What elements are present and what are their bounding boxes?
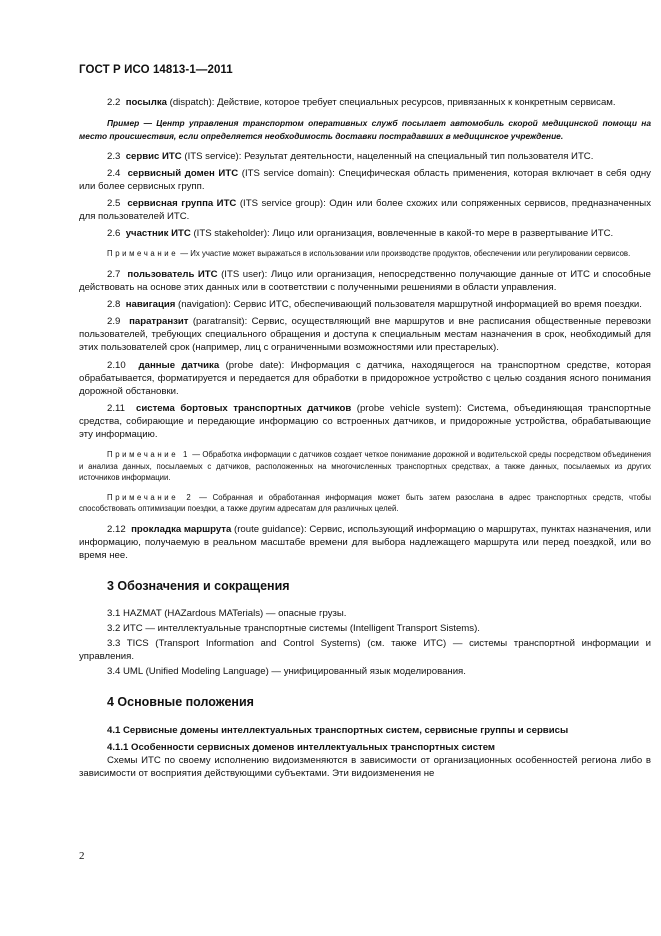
term-number: 2.10 — [107, 359, 126, 371]
term-2-5 — [79, 197, 651, 223]
term-number: 2.2 — [107, 97, 121, 108]
term-name: посылка — [125, 97, 167, 108]
example-note: Пример — Центр управления транспортом оперативных служб посылает автомобиль скорой медицинской помощи на место происшествия, если определяется необходимость доставки пострадавших в медицинское учреждение. — [79, 118, 651, 141]
subsection-4-1-heading: 4.1 Сервисные домены интеллектуальных транспортных систем, сервисные группы и сервисы — [107, 724, 569, 736]
subsection-4-1-1-heading: 4.1.1 Особенности сервисных доменов интеллектуальных транспортных систем — [107, 741, 496, 753]
note-1 — [79, 449, 651, 484]
term-definition: (route guidance): Сервис, использующий информацию о маршрутах, пунктах назначения, или информацию, получаемую в реальном масштабе времени для выбора надлежащего маршрута или перед поездкой, или во время нее. — [79, 523, 651, 561]
term-2-2 — [79, 96, 651, 109]
term-number: 2.5 — [107, 198, 121, 210]
term-name: сервисная группа ИТС — [127, 198, 237, 210]
term-name: сервисный домен ИТС — [127, 168, 239, 179]
term-2-4 — [79, 167, 651, 193]
term-number: 2.4 — [107, 168, 121, 179]
term-2-6 — [79, 227, 651, 240]
abbreviation-item: 3.4 UML (Unified Modeling Language) — унифицированный язык моделирования. — [107, 666, 466, 678]
body-paragraph: Схемы ИТС по своему исполнению видоизменяются в зависимости от организационных особенностей региона либо в зависимости от восприятия действующими субъектами. Эти видоизменения не — [79, 754, 651, 779]
term-2-9 — [79, 315, 651, 354]
term-definition: (ITS service group): Один или более схожих или сопряженных сервисов, предназначенных для пользователей ИТС. — [79, 198, 651, 223]
term-name: сервис ИТС — [125, 150, 182, 162]
abbreviation-item: 3.1 HAZMAT (HAZardous MATerials) — опасные грузы. — [107, 607, 347, 619]
term-definition: (ITS user): Лицо или организация, непосредственно получающие данные от ИТС и способные действовать на основе этих данных или в соответствии с полученными решениями в области управления. — [79, 268, 651, 294]
abbreviation-item: 3.2 ИТС — интеллектуальные транспортные системы (Intelligent Transport Sistems). — [107, 623, 480, 635]
term-number: 2.3 — [107, 150, 121, 162]
document-header: ГОСТ Р ИСО 14813-1—2011 — [79, 64, 233, 76]
note-text: — Обработка информации с датчиков создает четкое понимание дорожной и водительской среды посредством объединения и анализа данных, посылаемых с датчиков, расположенных на многочисленных транспортных средствах, а также данных, посылаемых из других источников информации. — [79, 450, 651, 483]
term-2-10 — [79, 359, 651, 398]
term-name: паратранзит — [129, 316, 189, 328]
note — [79, 248, 651, 260]
note-label: Примечание 1 — [107, 450, 190, 460]
term-2-8 — [79, 298, 651, 311]
term-2-7 — [79, 268, 651, 294]
term-number: 2.12 — [107, 523, 126, 535]
term-name: навигация — [125, 299, 176, 311]
term-definition: (dispatch): Действие, которое требует специальных ресурсов, привязанных к конкретным сервисам. — [166, 97, 616, 108]
term-definition: (ITS stakeholder): Лицо или организация, вовлеченные в какой-то мере в развертывание ИТС. — [190, 228, 614, 240]
term-name: пользователь ИТС — [127, 268, 218, 280]
term-name: участник ИТС — [125, 228, 191, 240]
term-definition: (navigation): Сервис ИТС, обеспечивающий пользователя маршрутной информацией во время поездки. — [175, 299, 642, 311]
section-3-heading: 3 Обозначения и сокращения — [107, 578, 290, 593]
term-definition: (ITS service): Результат деятельности, нацеленный на специальный тип пользователя ИТС. — [181, 150, 594, 162]
abbreviation-item: 3.3 TICS (Transport Information and Control Systems) (см. также ИТС) — системы транспортной информации и управления. — [79, 638, 651, 663]
term-name: прокладка маршрута — [131, 523, 232, 535]
note-label: Примечание 2 — [107, 492, 194, 502]
term-2-11 — [79, 402, 651, 441]
term-2-3 — [79, 150, 651, 163]
term-name: система бортовых транспортных датчиков — [136, 402, 352, 414]
term-number: 2.6 — [107, 228, 121, 240]
term-2-12 — [79, 523, 651, 562]
term-number: 2.7 — [107, 268, 121, 280]
term-number: 2.9 — [107, 316, 121, 328]
term-number: 2.11 — [107, 402, 125, 414]
term-number: 2.8 — [107, 299, 121, 311]
document-body — [79, 96, 651, 780]
note-text: — Собранная и обработанная информация может быть затем разослана в адрес транспортных средств, чтобы способствовать оптимизации поездки, а также другим адресатам для различных целей. — [79, 492, 651, 514]
page-number: 2 — [79, 850, 85, 862]
term-definition: (ITS service domain): Специфическая область применения, которая включает в себя одну или более сервисных групп. — [79, 168, 651, 193]
note-label: Примечание — [107, 249, 179, 259]
section-4-heading: 4 Основные положения — [107, 695, 254, 710]
note-text: — Их участие может выражаться в использовании или производстве продуктов, обеспечении или регулировании сервисов. — [178, 249, 631, 259]
term-definition: (paratransit): Сервис, осуществляющий вне маршрутов и вне расписания общественные перевозки пользователей, требующих специального обращения и доступа к специальным местам назначения в срок, необходимый для этих пользователей срок (например, лиц с ограниченными возможностями или престарелых). — [79, 316, 651, 354]
term-definition: (probe vehicle system): Система, объединяющая транспортные средства, собирающие и передающие информацию со встроенных датчиков, и придорожные устройства, обрабатывающие эту информацию. — [79, 402, 651, 440]
term-definition: (probe date): Информация с датчика, находящегося на транспортном средстве, которая обрабатывается, форматируется и передается для обработки в придорожное устройство с целью создания ясного понимания дорожной обстановки. — [79, 359, 651, 397]
term-name: данные датчика — [138, 359, 220, 371]
note-2 — [79, 492, 651, 515]
